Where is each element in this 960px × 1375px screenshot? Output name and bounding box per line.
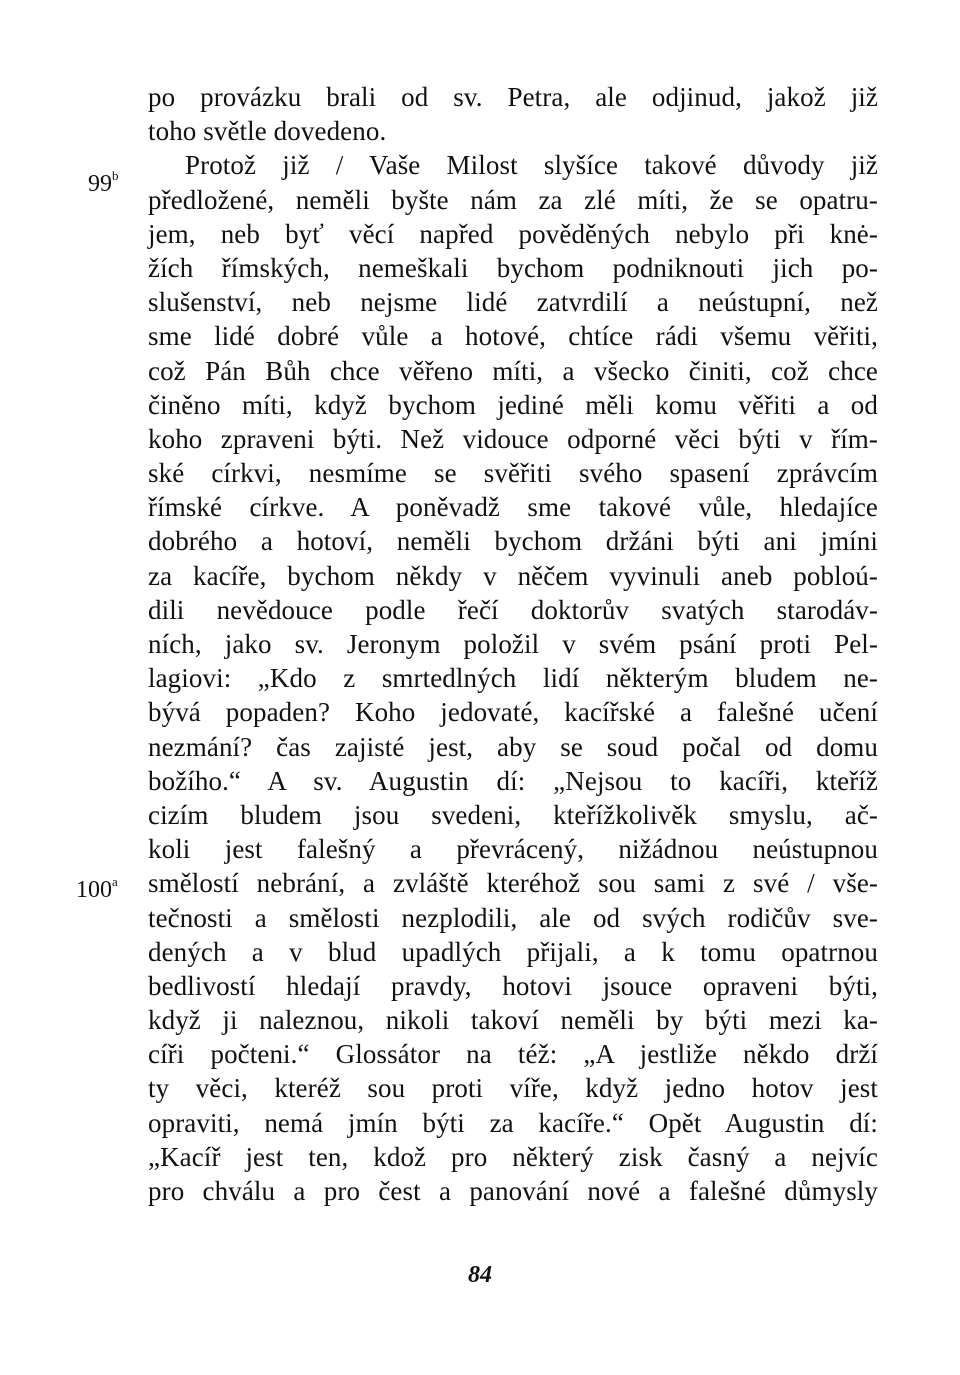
- text-line: římské církve. A poněvadž sme takové vůle, hledajíce: [148, 492, 878, 523]
- text-line: jem, neb byť věcí napřed pověděných nebylo při knė-: [148, 218, 878, 249]
- text-line: cíři počteni.“ Glossátor na též: „A jestliže někdo drží: [148, 1039, 878, 1070]
- page-number: 84: [468, 1262, 492, 1288]
- text-line: tečnosti a smělosti nezplodili, ale od svých rodičův sve-: [148, 902, 878, 933]
- margin-note-number: 99: [88, 171, 112, 197]
- margin-note-suffix: b: [112, 168, 119, 183]
- text-line: žích římských, nemeškali bychom podniknouti jich po-: [148, 252, 878, 283]
- text-line: když ji naleznou, nikoli takoví neměli by býti mezi ka-: [148, 1005, 878, 1036]
- text-line: lagiovi: „Kdo z smrtedlných lidí některým bludem ne-: [148, 663, 878, 694]
- text-line: božího.“ A sv. Augustin dí: „Nejsou to kacíři, kteříž: [148, 765, 878, 796]
- text-line: bývá popaden? Koho jedovaté, kacířské a falešné učení: [148, 697, 878, 728]
- text-line: dili nevědouce podle řečí doktorův svatých starodáv-: [148, 594, 878, 625]
- text-line: ních, jako sv. Jeronym položil v svém psání proti Pel-: [148, 629, 878, 659]
- text-line: slušenství, neb nejsme lidé zatvrdilí a neústupní, než: [148, 287, 878, 318]
- text-line: koli jest falešný a převrácený, nižádnou neústupnou: [148, 834, 878, 865]
- text-line: po provázku brali od sv. Petra, ale odjinud, jakož již: [148, 82, 878, 112]
- text-line: cizím bludem jsou svedeni, kteřížkolivěk smyslu, ač-: [148, 799, 878, 830]
- text-line: toho světle dovedeno.: [148, 116, 387, 147]
- text-line: koho zpraveni býti. Než vidouce odporné věci býti v řím-: [148, 423, 878, 454]
- margin-note-number: 100: [76, 877, 112, 903]
- body-text: [148, 80, 878, 1208]
- text-line: nezmání? čas zajisté jest, aby se soud počal od domu: [148, 731, 878, 762]
- text-line: smělostí nebrání, a zvláště kteréhož sou sami z své / vše-: [148, 868, 878, 899]
- margin-note-100a: [76, 869, 118, 905]
- margin-note-99b: [88, 163, 119, 199]
- text-line: pro chválu a pro čest a panování nové a falešné důmysly: [148, 1176, 878, 1206]
- text-line: činěno míti, když bychom jediné měli komu věřiti a od: [148, 389, 878, 420]
- margin-note-suffix: a: [112, 874, 118, 889]
- text-line: bedlivostí hledají pravdy, hotovi jsouce opraveni býti,: [148, 970, 878, 1001]
- text-line: za kacíře, bychom někdy v něčem vyvinuli aneb pobloú-: [148, 560, 878, 591]
- text-line: „Kacíř jest ten, kdož pro některý zisk časný a nejvíc: [148, 1141, 878, 1172]
- text-line: dených a v blud upadlých přijali, a k tomu opatrnou: [148, 936, 878, 967]
- text-line: což Pán Bůh chce věřeno míti, a všecko činiti, což chce: [148, 355, 878, 386]
- text-line: ty věci, kteréž sou proti víře, když jedno hotov jest: [148, 1073, 878, 1104]
- text-line: Protož již / Vaše Milost slyšíce takové důvody již: [185, 150, 878, 181]
- text-line: opraviti, nemá jmín býti za kacíře.“ Opět Augustin dí:: [148, 1107, 878, 1138]
- text-line: sme lidé dobré vůle a hotové, chtíce rádi všemu věřiti,: [148, 321, 878, 352]
- text-line: předložené, neměli byšte nám za zlé míti, že se opatru-: [148, 184, 878, 215]
- text-line: dobrého a hotoví, neměli bychom držáni býti ani jmíni: [148, 526, 878, 557]
- text-line: ské církvi, nesmíme se svěřiti svého spasení zprávcím: [148, 458, 878, 489]
